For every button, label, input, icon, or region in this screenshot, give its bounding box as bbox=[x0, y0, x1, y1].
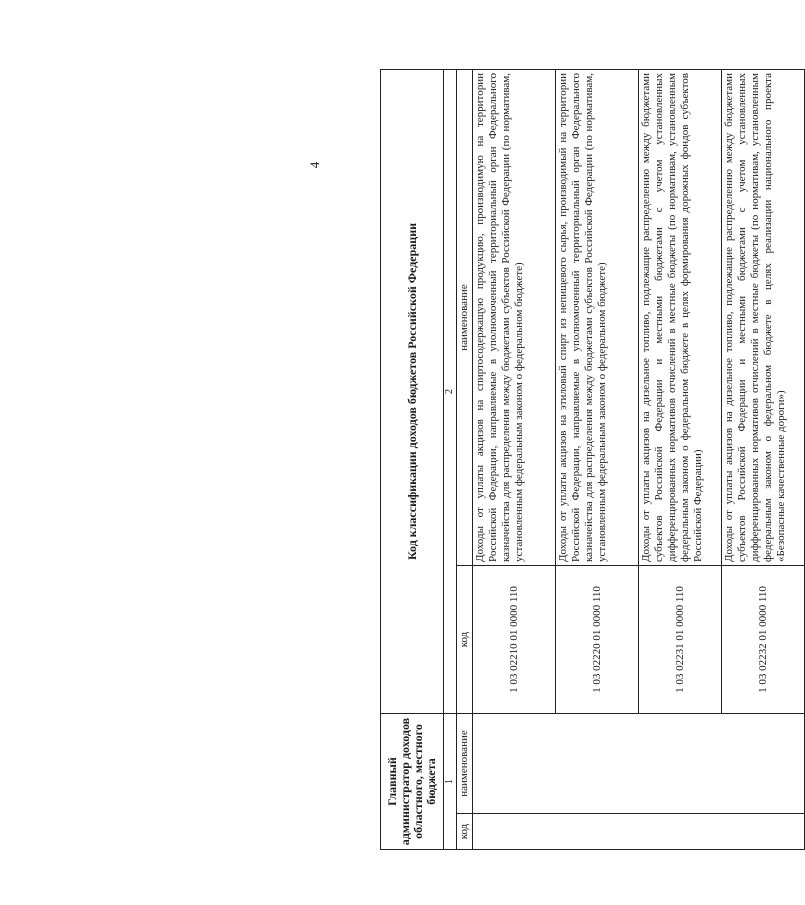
table-row bbox=[473, 70, 556, 850]
subheader-name-left: наименование bbox=[457, 714, 473, 814]
admin-code-cell bbox=[473, 814, 805, 850]
subheader-code-right: код bbox=[457, 566, 473, 714]
header-chief-administrator: Главный администратор доходов областного, местного бюджета bbox=[381, 714, 444, 850]
subheader-code-left: код bbox=[457, 814, 473, 850]
revenue-code: 1 03 02231 01 0000 110 bbox=[639, 566, 722, 714]
revenue-code: 1 03 02232 01 0000 110 bbox=[722, 566, 805, 714]
admin-name-cell bbox=[473, 714, 805, 814]
table-header-row bbox=[381, 70, 444, 850]
column-number-1: 1 bbox=[444, 714, 457, 850]
rotated-table-container bbox=[380, 70, 800, 850]
revenue-code: 1 03 02220 01 0000 110 bbox=[556, 566, 639, 714]
revenue-description: Доходы от уплаты акцизов на этиловый спирт из непищевого сырья, производимый на территории Российской Федерации, направляемые в уполномоченный территориальный орган Федерального казначейства для распределения между бюджетами субъектов Российской Федерации (по нормативам, установленным федеральным законом о федеральном бюджете) bbox=[556, 70, 639, 566]
subheader-row bbox=[457, 70, 473, 850]
subheader-name-right: наименование bbox=[457, 70, 473, 566]
revenue-description: Доходы от уплаты акцизов на дизельное топливо, подлежащие распределению между бюджетами субъектов Российской Федерации и местными бюджетами с учетом установленных дифференцированных нормативов отчислений в местные бюджеты (по нормативам, установленным федеральным законом о федеральном бюджете в целях реализации национального проекта «Безопасные качественные дороги») bbox=[722, 70, 805, 566]
header-classification-code: Код классификации доходов бюджетов Российской Федерации bbox=[381, 70, 444, 714]
revenue-description: Доходы от уплаты акцизов на спиртосодержащую продукцию, производимую на территории Российской Федерации, направляемые в уполномоченный территориальный орган Федерального казначейства для распределения между бюджетами субъектов Российской Федерации (по нормативам, установленным федеральным законом о федеральном бюджете) bbox=[473, 70, 556, 566]
page-number: 4 bbox=[307, 161, 322, 169]
revenue-description: Доходы от уплаты акцизов на дизельное топливо, подлежащие распределению между бюджетами субъектов Российской Федерации и местными бюджетами с учетом установленных дифференцированных нормативов отчислений в местные бюджеты (по нормативам, установленным федеральным законом о федеральном бюджете в целях формирования дорожных фондов субъектов Российской Федерации) bbox=[639, 70, 722, 566]
revenue-classification-table bbox=[380, 69, 805, 850]
column-number-2: 2 bbox=[444, 70, 457, 714]
column-number-row bbox=[444, 70, 457, 850]
revenue-code: 1 03 02210 01 0000 110 bbox=[473, 566, 556, 714]
